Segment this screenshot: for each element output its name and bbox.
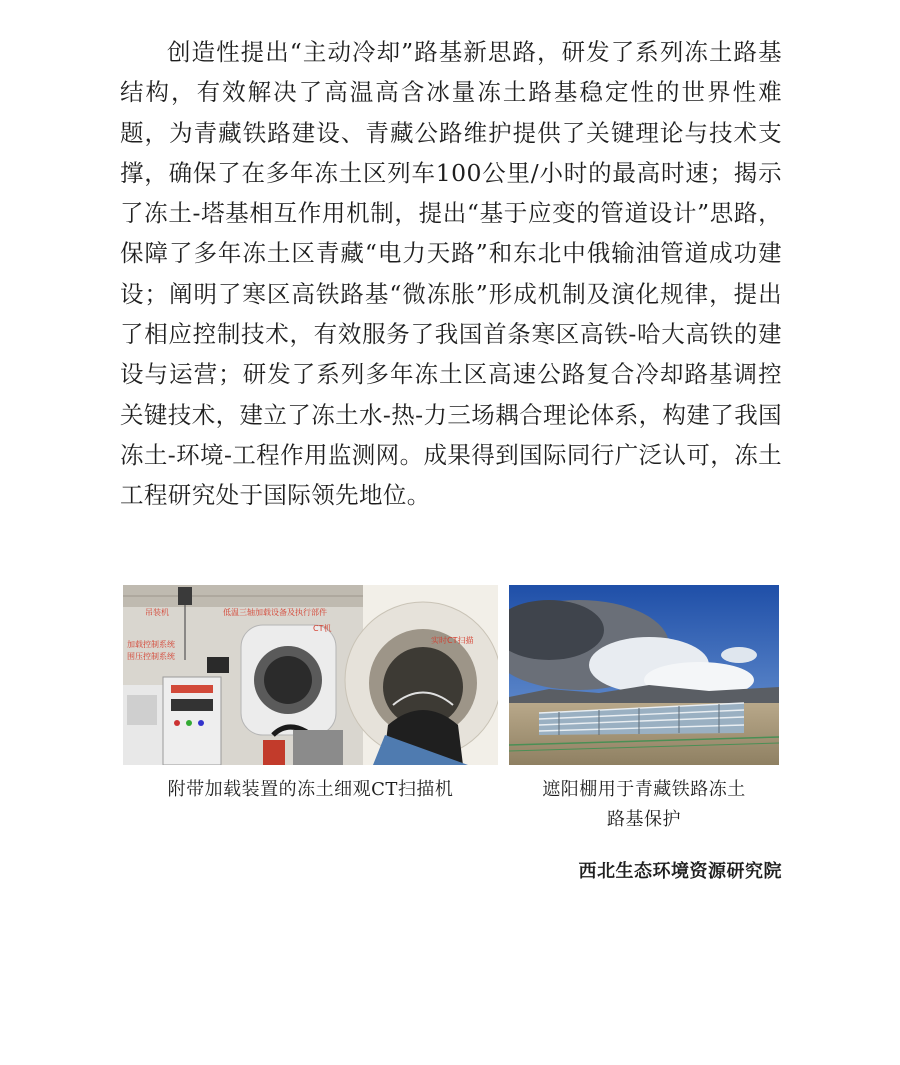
article-paragraph: 创造性提出“主动冷却”路基新思路，研发了系列冻土路基结构，有效解决了高温高含冰量冻土路基稳定性的世界性难题，为青藏铁路建设、青藏公路维护提供了关键理论与技术支撑，确保了在多年冻土区列车100公里/小时的最高时速；揭示了冻土-塔基相互作用机制，提出“基于应变的管道设计”思路，保障了多年冻土区青藏“电力天路”和东北中俄输油管道成功建设；阐明了寒区高铁路基“微冻胀”形成机制及演化规律，提出了相应控制技术，有效服务了我国首条寒区高铁-哈大高铁的建设与运营；研发了系列多年冻土区高速公路复合冷却路基调控关键技术，建立了冻土水-热-力三场耦合理论体系，构建了我国冻土-环境-工程作用监测网。成果得到国际同行广泛认可，冻土工程研究处于国际领先地位。	[120, 38, 782, 510]
sunshade-caption-line1: 遮阳棚用于青藏铁路冻土	[542, 779, 746, 800]
ct-scanner-photo	[123, 585, 498, 765]
annotation-ct-machine: CT机	[313, 624, 332, 633]
annotation-confining-control: 围压控制系统	[127, 652, 175, 661]
ct-scanner-caption: 附带加载装置的冻土细观CT扫描机	[167, 779, 454, 800]
annotation-loading-control: 加载控制系统	[127, 640, 175, 649]
annotation-triaxial-device: 低温三轴加载设备及执行部件	[223, 608, 327, 617]
annotation-realtime-scan: 实时CT扫描	[431, 636, 474, 645]
sunshade-photo	[509, 585, 779, 765]
sunshade-caption	[509, 775, 779, 835]
institute-name: 西北生态环境资源研究院	[578, 861, 782, 882]
annotation-hoist: 吊装机	[145, 608, 169, 617]
sunshade-caption-line2: 路基保护	[607, 809, 681, 830]
